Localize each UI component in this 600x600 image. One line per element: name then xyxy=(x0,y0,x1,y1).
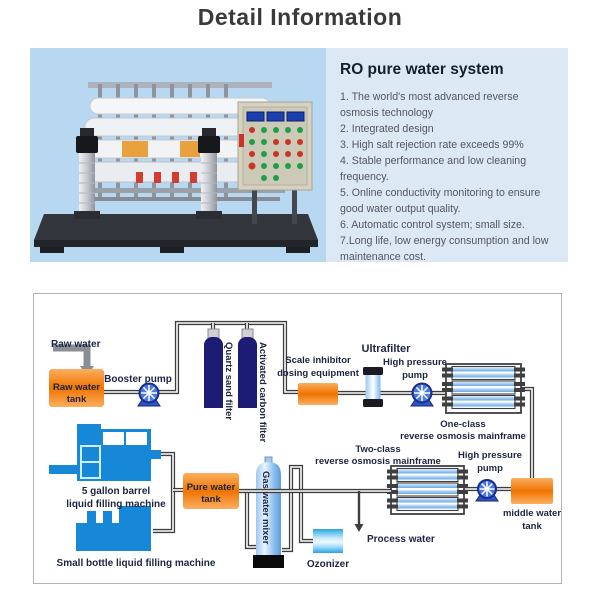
hp-pump-2-label-1: High pressure xyxy=(458,450,522,461)
high-pressure-pump-2-icon xyxy=(476,480,498,501)
small-bottle-filling-machine xyxy=(76,506,151,551)
ozonizer-label: Ozonizer xyxy=(306,559,350,570)
svg-text:Pure water: Pure water xyxy=(186,482,236,493)
feature-item: 1. The world's most advanced reverse osmosis technology xyxy=(340,91,519,119)
feature-list xyxy=(340,89,558,265)
product-info-panel xyxy=(326,48,568,262)
one-class-ro-mainframe xyxy=(442,364,525,413)
scale-inhibitor-doser xyxy=(298,383,338,405)
svg-text:Raw water: Raw water xyxy=(53,382,100,393)
gas-mixer-label: Gas water mixer xyxy=(260,471,271,545)
scale-inhibitor-label-2: dosing equipment xyxy=(277,368,359,379)
raw-water-label: Raw water xyxy=(51,339,101,350)
five-gallon-label-2: liquid filling machine xyxy=(66,499,166,510)
booster-pump-icon xyxy=(138,384,160,407)
middle-water-tank xyxy=(511,478,553,504)
hp-pump-2-label-2: pump xyxy=(477,463,503,474)
high-pressure-pump-1-icon xyxy=(411,384,433,407)
machine-base xyxy=(34,214,318,253)
activated-carbon-filter xyxy=(238,329,257,408)
feature-item: 7.Long life, low energy consumption and low maintenance cost. xyxy=(340,235,549,263)
page-title: Detail Information xyxy=(197,4,403,30)
scale-inhibitor-label-1: Scale inhibitor xyxy=(285,355,351,366)
middle-tank-label-1: middle water xyxy=(502,508,561,519)
one-class-label-2: reverse osmosis mainframe xyxy=(400,431,526,442)
svg-text:tank: tank xyxy=(201,494,221,505)
feature-item: 2. Integrated design xyxy=(340,123,434,135)
raw-water-tank xyxy=(49,369,104,407)
flow-diagram-svg xyxy=(34,294,561,583)
two-class-label-1: Two-class xyxy=(355,444,401,455)
process-flow-diagram xyxy=(33,293,562,584)
feature-item: 4. Stable performance and low cleaning frequency. xyxy=(340,155,527,183)
two-class-label-2: reverse osmosis mainframe xyxy=(315,456,441,467)
hp-pump-1-label-1: High pressure xyxy=(383,357,447,368)
carbon-filter-label: Activated carbon filter xyxy=(257,342,268,443)
svg-text:tank: tank xyxy=(66,394,87,405)
quartz-sand-filter xyxy=(204,329,223,408)
feature-item: 6. Automatic control system; small size. xyxy=(340,219,525,231)
process-water-label: Process water xyxy=(367,534,435,545)
feature-item: 3. High salt rejection rate exceeds 99% xyxy=(340,139,524,151)
one-class-label-1: One-class xyxy=(440,419,486,430)
ultrafilter-label: Ultrafilter xyxy=(361,343,411,355)
middle-tank-label-2: tank xyxy=(522,521,542,532)
product-photo xyxy=(30,48,326,262)
small-bottle-label: Small bottle liquid filling machine xyxy=(56,558,216,569)
product-heading: RO pure water system xyxy=(340,61,504,78)
five-gallon-label-1: 5 gallon barrel xyxy=(81,486,151,497)
five-gallon-filling-machine xyxy=(49,424,161,481)
pure-water-tank xyxy=(183,473,239,509)
ozonizer xyxy=(313,529,343,553)
control-panel xyxy=(238,102,312,224)
ultrafilter xyxy=(363,367,383,407)
two-class-ro-mainframe xyxy=(387,466,468,514)
feature-item: 5. Online conductivity monitoring to ensure good water output quality. xyxy=(340,187,541,215)
quartz-filter-label: Quartz sand filter xyxy=(223,342,234,421)
ro-machine-illustration xyxy=(30,48,326,262)
hp-pump-1-label-2: pump xyxy=(402,370,428,381)
booster-pump-label: Booster pump xyxy=(104,374,172,385)
